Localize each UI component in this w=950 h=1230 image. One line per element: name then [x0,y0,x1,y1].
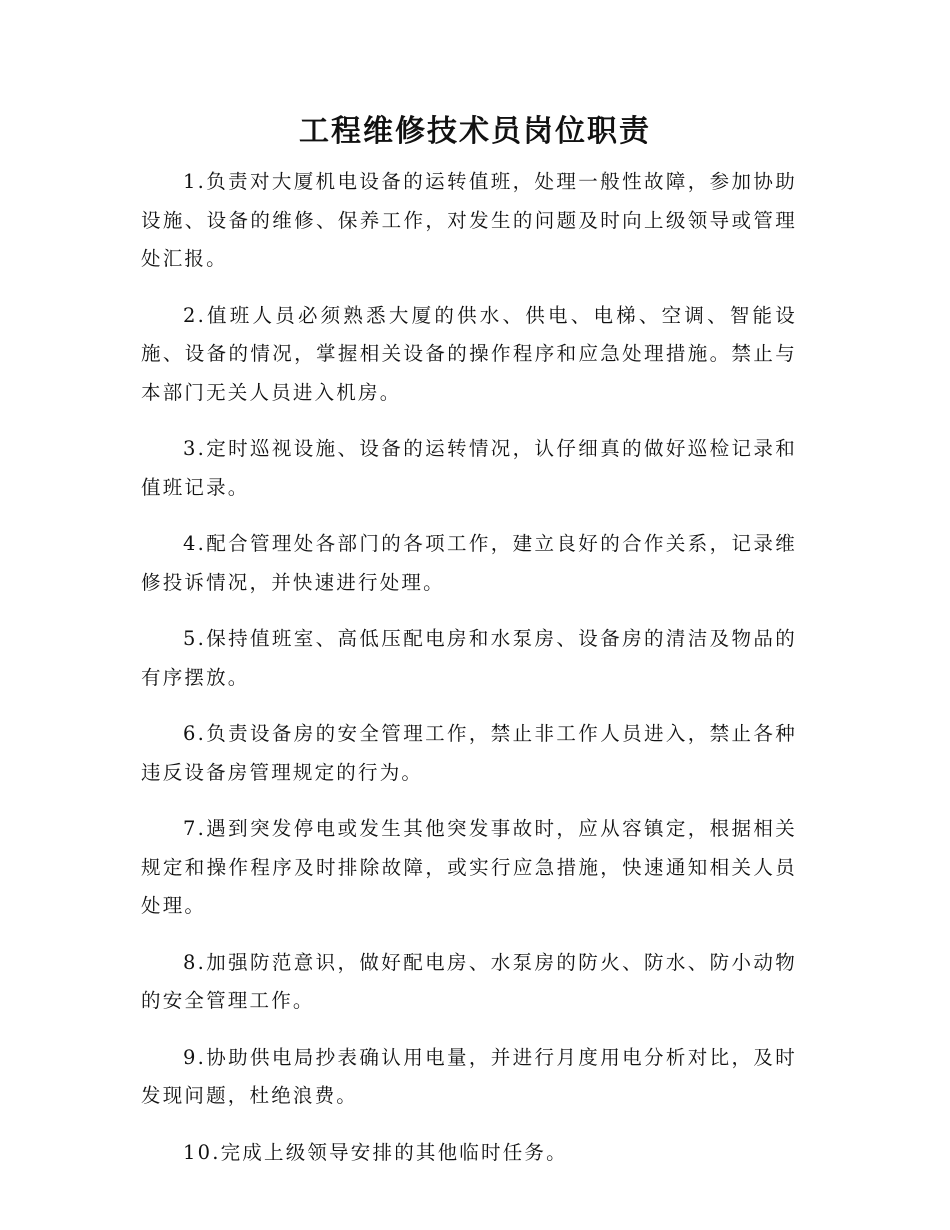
duty-item-9: 9.协助供电局抄表确认用电量，并进行月度用电分析对比，及时发现问题，杜绝浪费。 [141,1045,797,1107]
duty-item-2: 2.值班人员必须熟悉大厦的供水、供电、电梯、空调、智能设施、设备的情况，掌握相关设备的操作程序和应急处理措施。禁止与本部门无关人员进入机房。 [141,303,797,404]
duty-item-4: 4.配合管理处各部门的各项工作，建立良好的合作关系，记录维修投诉情况，并快速进行处理。 [141,532,797,594]
duty-item-3: 3.定时巡视设施、设备的运转情况，认仔细真的做好巡检记录和值班记录。 [141,437,797,499]
duty-item-1: 1.负责对大厦机电设备的运转值班，处理一般性故障，参加协助设施、设备的维修、保养工作，对发生的问题及时向上级领导或管理处汇报。 [141,170,797,270]
duty-item-10: 10.完成上级领导安排的其他临时任务。 [183,1140,568,1164]
document-title: 工程维修技术员岗位职责 [299,114,651,149]
duty-item-5: 5.保持值班室、高低压配电房和水泵房、设备房的清洁及物品的有序摆放。 [141,627,797,689]
document-body [141,163,797,1190]
duty-item-8: 8.加强防范意识，做好配电房、水泵房的防火、防水、防小动物的安全管理工作。 [141,950,797,1012]
duty-item-7: 7.遇到突发停电或发生其他突发事故时，应从容镇定，根据相关规定和操作程序及时排除故障，或实行应急措施，快速通知相关人员处理。 [141,817,797,917]
duty-item-6: 6.负责设备房的安全管理工作，禁止非工作人员进入，禁止各种违反设备房管理规定的行为。 [141,722,797,784]
